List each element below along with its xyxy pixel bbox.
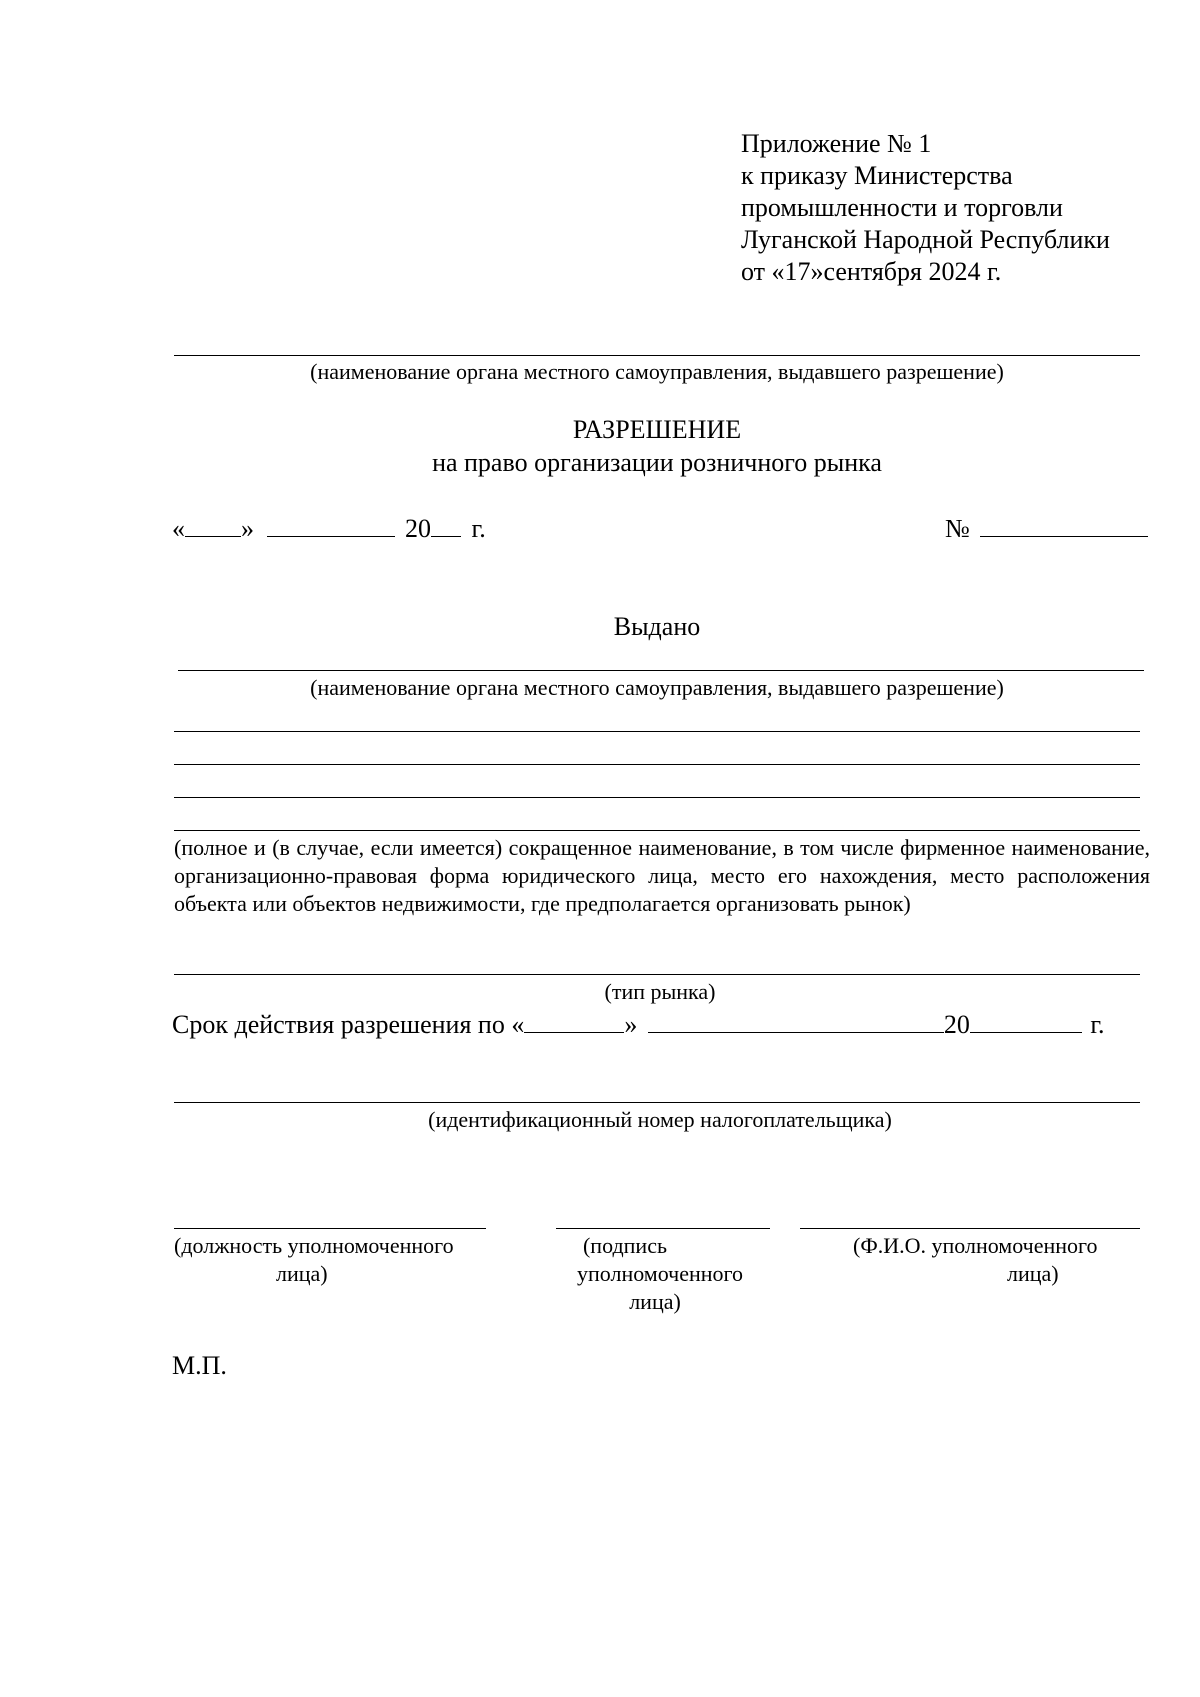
date-close-quote: » bbox=[241, 514, 254, 543]
day-field[interactable] bbox=[185, 514, 241, 537]
month-field[interactable] bbox=[267, 514, 395, 537]
validity-open-quote: « bbox=[511, 1010, 525, 1039]
appendix-date-line: от «17»сентября 2024 г. bbox=[741, 257, 1002, 286]
tax-id-caption: (идентификационный номер налогоплательщика) bbox=[428, 1107, 892, 1132]
date-open-quote: « bbox=[172, 514, 185, 543]
issuer-header-line bbox=[174, 355, 1140, 356]
signature-caption-line2: уполномоченного bbox=[576, 1261, 744, 1286]
entity-caption: (полное и (в случае, если имеется) сокращенное наименование, в том числе фирменное наименование, организационно-правовая форма юридического лица, место его нахождения, место расположения объекта или объектов недвижимости, где предполагается организовать рынок) bbox=[174, 835, 1150, 916]
appendix-republic-line: Луганской Народной Республики bbox=[741, 225, 1110, 254]
position-caption bbox=[174, 1232, 494, 1288]
validity-label: Срок действия разрешения по bbox=[172, 1010, 505, 1039]
signature-caption-line3: лица) bbox=[629, 1289, 681, 1314]
year-prefix: 20 bbox=[405, 514, 431, 543]
position-line bbox=[174, 1228, 486, 1229]
entity-line-3 bbox=[174, 797, 1140, 798]
appendix-block bbox=[741, 128, 1181, 288]
year-field[interactable] bbox=[431, 514, 461, 537]
name-caption bbox=[853, 1232, 1153, 1288]
position-caption-line1: (должность уполномоченного bbox=[174, 1233, 454, 1258]
name-line bbox=[800, 1228, 1140, 1229]
validity-close-quote: » bbox=[624, 1010, 638, 1039]
date-row bbox=[172, 513, 692, 545]
validity-year-field[interactable] bbox=[970, 1010, 1082, 1033]
issuer-header-caption: (наименование органа местного самоуправления, выдавшего разрешение) bbox=[310, 359, 1004, 384]
document-subtitle: на право организации розничного рынка bbox=[432, 448, 882, 477]
issued-issuer-line bbox=[178, 670, 1144, 671]
number-sign: № bbox=[945, 514, 970, 543]
stamp-label: М.П. bbox=[172, 1351, 227, 1380]
market-type-line bbox=[174, 974, 1140, 975]
tax-id-line bbox=[174, 1102, 1140, 1103]
validity-row bbox=[172, 1009, 1152, 1041]
appendix-title: Приложение № 1 bbox=[741, 129, 932, 158]
validity-day-field[interactable] bbox=[524, 1010, 624, 1033]
entity-line-4 bbox=[174, 830, 1140, 831]
number-field[interactable] bbox=[980, 514, 1148, 537]
signature-line bbox=[556, 1228, 770, 1229]
position-caption-line2: лица) bbox=[276, 1261, 328, 1286]
signature-caption bbox=[560, 1232, 760, 1316]
number-row bbox=[945, 513, 1148, 545]
validity-year-suffix: г. bbox=[1090, 1010, 1105, 1039]
document-title: РАЗРЕШЕНИЕ bbox=[572, 415, 742, 444]
signature-caption-line1: (подпись bbox=[582, 1233, 667, 1258]
market-type-caption: (тип рынка) bbox=[604, 979, 716, 1004]
appendix-order-line: к приказу Министерства bbox=[741, 161, 1013, 190]
validity-month-field[interactable] bbox=[648, 1010, 944, 1033]
validity-year-prefix: 20 bbox=[943, 1010, 970, 1039]
name-caption-line1: (Ф.И.О. уполномоченного bbox=[853, 1233, 1098, 1258]
issued-label: Выдано bbox=[613, 612, 701, 641]
issued-issuer-caption: (наименование органа местного самоуправления, выдавшего разрешение) bbox=[310, 675, 1004, 700]
entity-line-2 bbox=[174, 764, 1140, 765]
name-caption-line2: лица) bbox=[1007, 1261, 1059, 1286]
year-suffix: г. bbox=[471, 514, 486, 543]
entity-line-1 bbox=[174, 731, 1140, 732]
appendix-ministry-line: промышленности и торговли bbox=[741, 193, 1063, 222]
